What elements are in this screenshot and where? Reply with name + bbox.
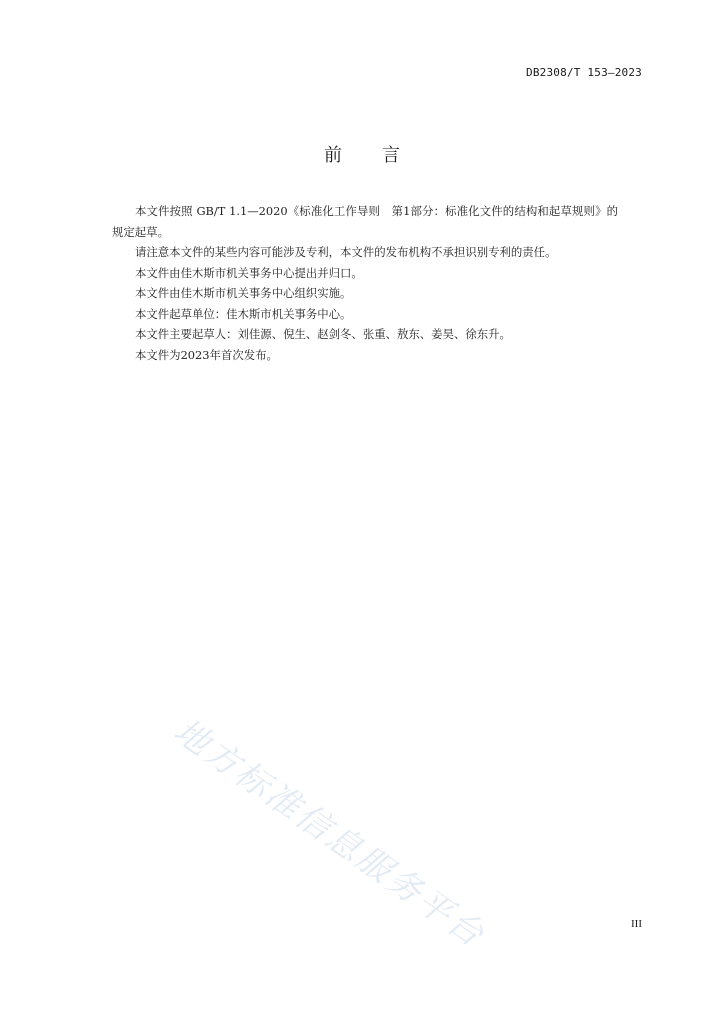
paragraph-patent-notice: 请注意本文件的某些内容可能涉及专利，本文件的发布机构不承担识别专利的责任。	[135, 245, 557, 259]
watermark: 地方标准信息服务平台	[166, 710, 493, 956]
page-title: 前言	[324, 145, 440, 166]
paragraph-proposer: 本文件由佳木斯市机关事务中心提出并归口。	[135, 265, 363, 280]
paragraph-drafters: 本文件主要起草人：刘佳源、倪生、赵剑冬、张重、敖东、姜昊、徐东升。	[135, 327, 511, 341]
paragraph-drafting-rules: 本文件按照 GB/T 1.1—2020《标准化工作导则 第1部分：标准化文件的结构和起草规则》的规定起草。	[112, 204, 618, 239]
paragraph-drafting-unit: 本文件起草单位：佳木斯市机关事务中心。	[135, 306, 352, 321]
paragraph-release: 本文件为2023年首次发布。	[135, 347, 278, 362]
document-code: DB2308/T 153—2023	[526, 66, 642, 79]
foreword-body	[112, 201, 618, 365]
paragraph-implementer: 本文件由佳木斯市机关事务中心组织实施。	[135, 286, 352, 300]
page-number: III	[631, 918, 642, 930]
